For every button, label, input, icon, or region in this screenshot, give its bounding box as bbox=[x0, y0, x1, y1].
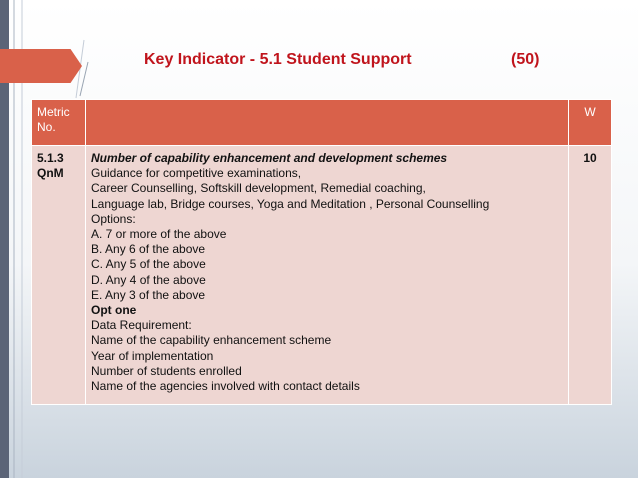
description-line: B. Any 6 of the above bbox=[91, 242, 206, 257]
table-header-row bbox=[32, 100, 612, 146]
header-metric-label: Metric bbox=[37, 105, 70, 119]
header-metric-no bbox=[32, 100, 86, 146]
description-line: A. 7 or more of the above bbox=[91, 227, 227, 242]
header-weight: W bbox=[569, 100, 612, 146]
description-line: D. Any 4 of the above bbox=[91, 272, 206, 287]
header-description bbox=[86, 100, 569, 146]
title-text: Key Indicator - 5.1 Student Support bbox=[144, 51, 412, 68]
description-line: Name of the agencies involved with contact details bbox=[91, 379, 360, 394]
description-line: Data Requirement: bbox=[91, 318, 192, 333]
description-line: Language lab, Bridge courses, Yoga and Meditation , Personal Counselling bbox=[91, 196, 490, 211]
description-line: Year of implementation bbox=[91, 348, 214, 363]
metric-type: QnM bbox=[37, 166, 64, 181]
description-line: Number of capability enhancement and development schemes bbox=[91, 151, 448, 165]
metric-weight: 10 bbox=[569, 146, 612, 405]
title-score: (50) bbox=[511, 51, 540, 68]
metric-number: 5.1.3 bbox=[37, 151, 64, 165]
description-line: Options: bbox=[91, 211, 136, 226]
slide-title bbox=[144, 50, 564, 70]
description-line: Name of the capability enhancement scheme bbox=[91, 333, 332, 348]
description-line: E. Any 3 of the above bbox=[91, 287, 206, 302]
description-line: Career Counselling, Softskill development, Remedial coaching, bbox=[91, 181, 426, 196]
description-line: Opt one bbox=[91, 303, 137, 318]
description-line: Number of students enrolled bbox=[91, 363, 242, 378]
description-line: Guidance for competitive examinations, bbox=[91, 166, 302, 181]
metric-number-cell bbox=[32, 146, 86, 405]
header-no-label: No. bbox=[37, 120, 56, 135]
table-row bbox=[32, 146, 612, 405]
metric-description-cell bbox=[86, 146, 569, 405]
description-line: C. Any 5 of the above bbox=[91, 257, 206, 272]
title-accent-tab bbox=[0, 49, 82, 83]
metric-table bbox=[31, 99, 612, 405]
